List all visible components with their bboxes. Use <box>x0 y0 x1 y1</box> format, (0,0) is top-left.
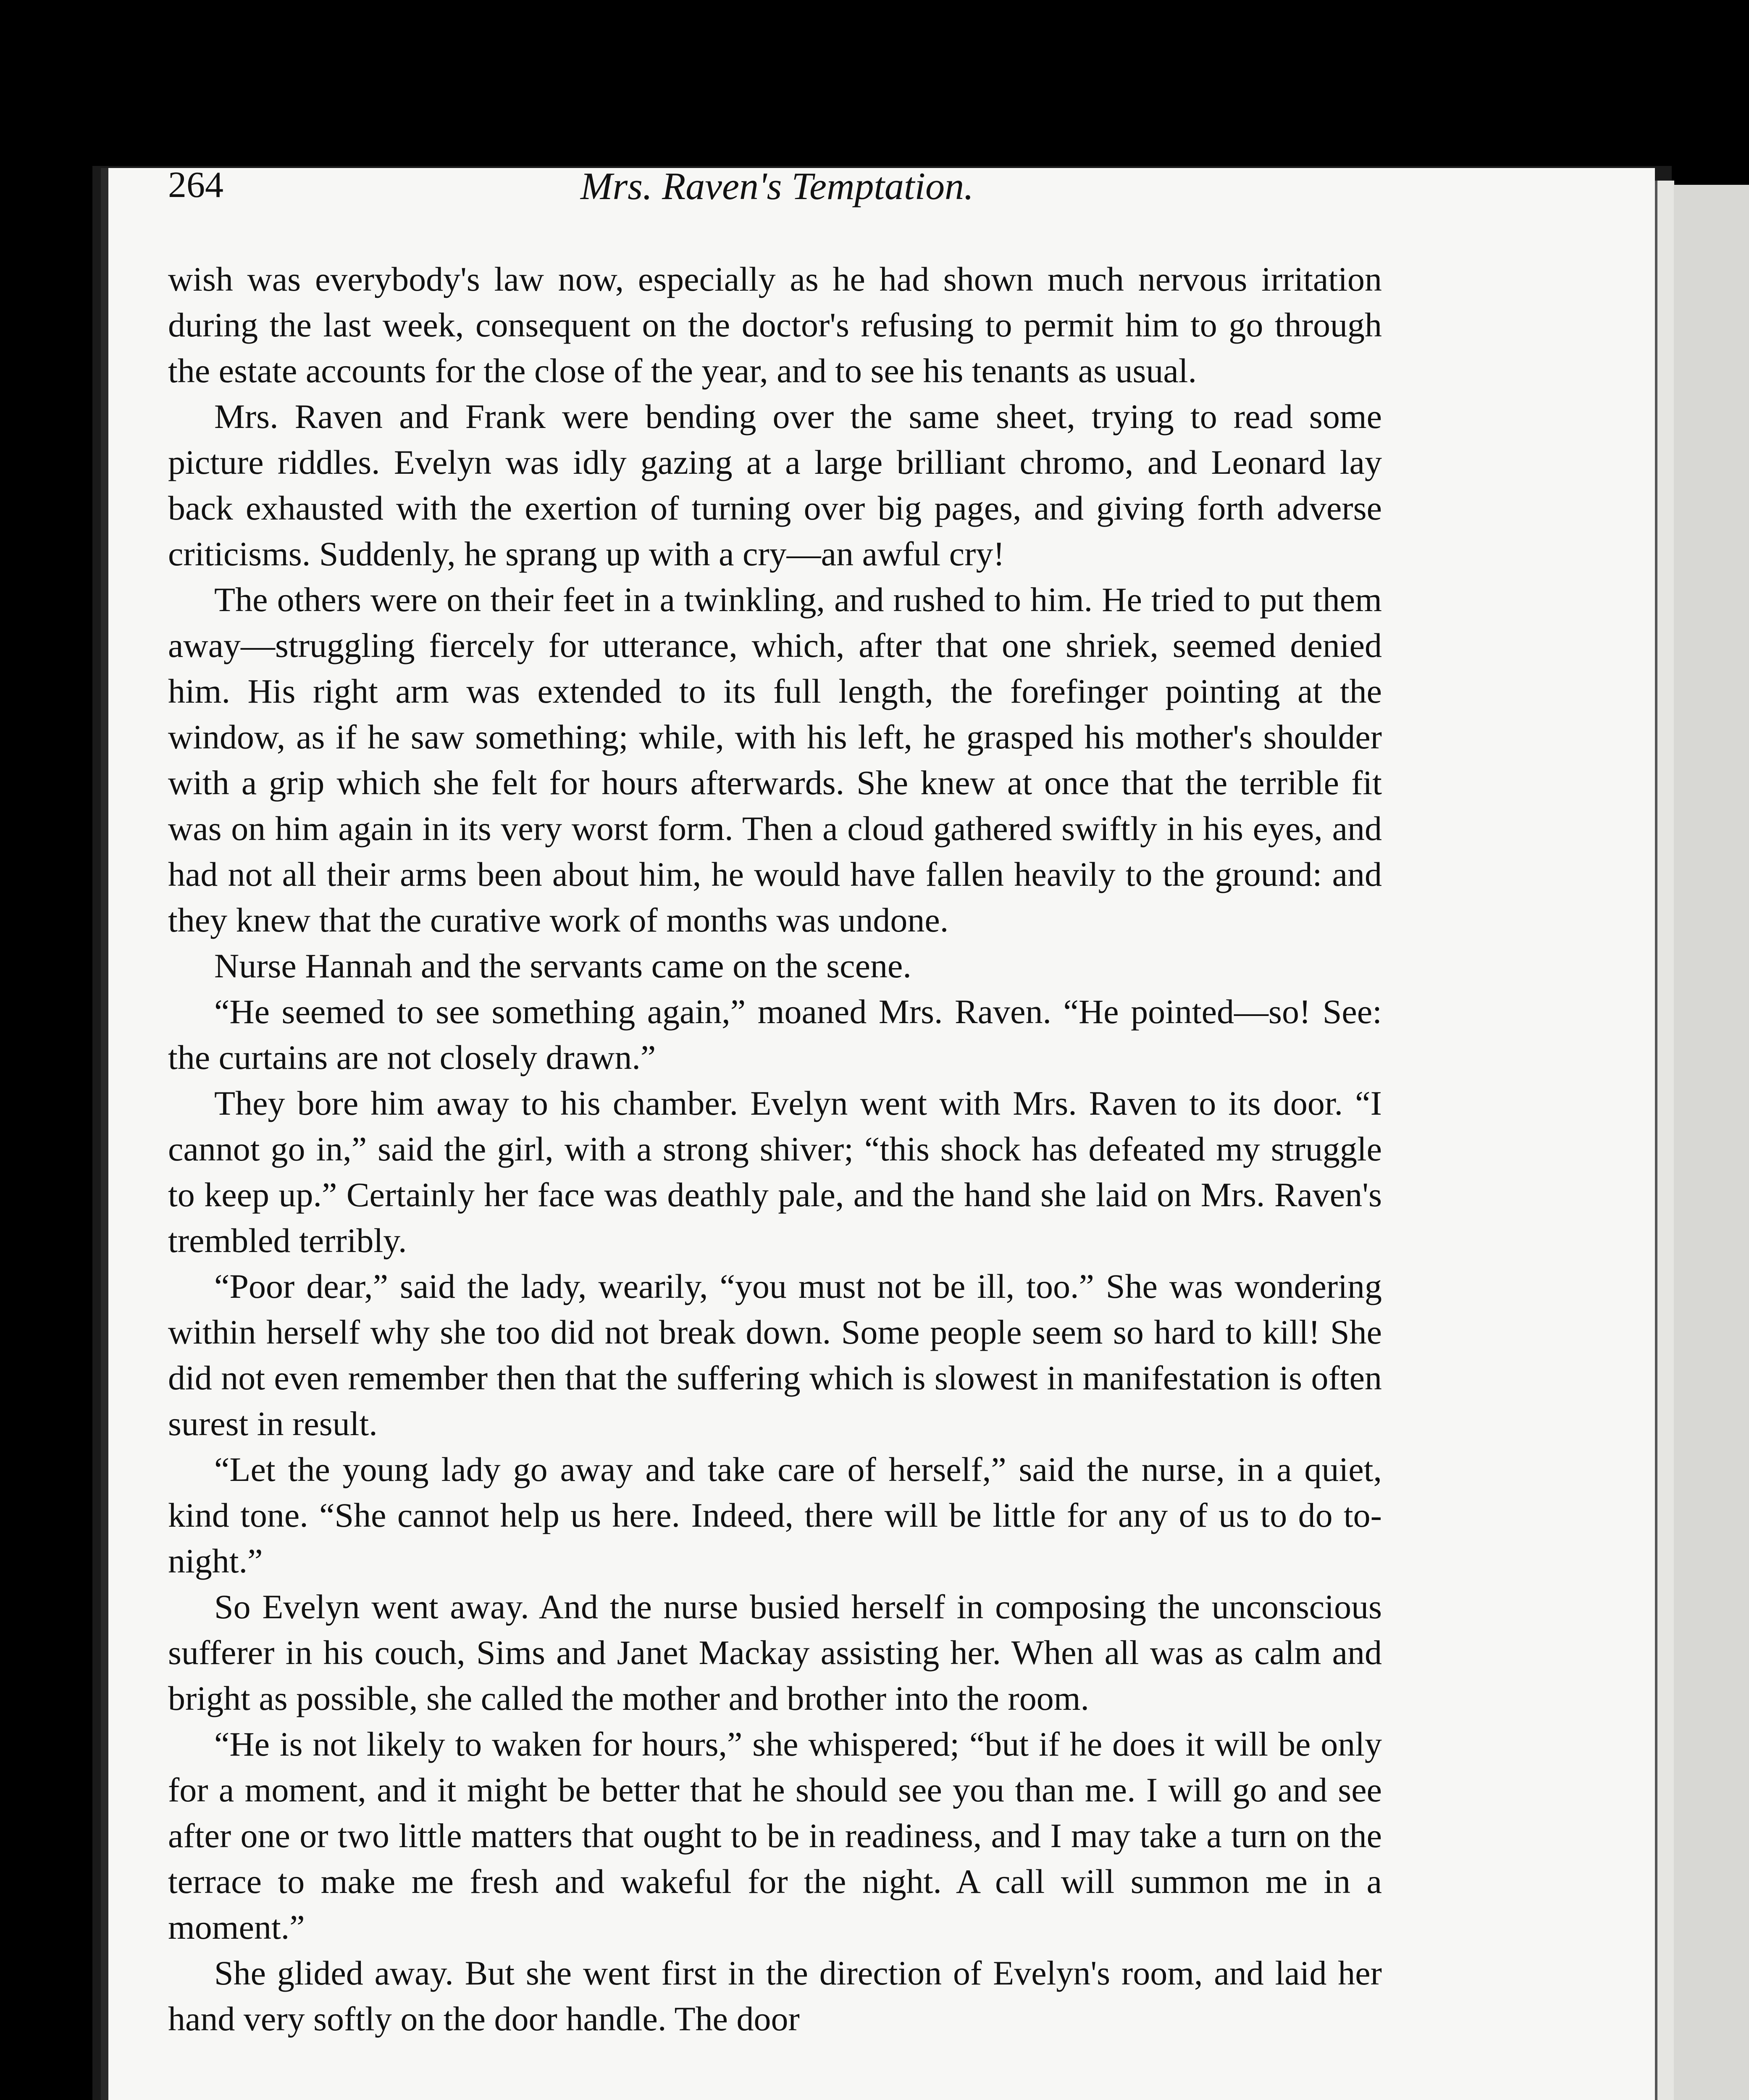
paragraph: Mrs. Raven and Frank were bending over the same sheet, trying to read some picture riddles. Evelyn was idly gazing at a large brilliant chromo, and Leonard lay back exhausted with the exertion of turning over big pages, and giving forth adverse criticisms. Suddenly, he sprang up with a cry—an awful cry! <box>168 397 1382 573</box>
paragraph: Nurse Hannah and the servants came on the scene. <box>214 947 911 985</box>
paragraph: wish was everybody's law now, especially as he had shown much nervous irritation during the last week, consequent on the doctor's refusing to permit him to go through the estate accounts for the close of the year, and to see his tenants as usual. <box>168 260 1382 390</box>
paragraph: “He is not likely to waken for hours,” she whispered; “but if he does it will be only for a moment, and it might be better that he should see you than me. I will go and see after one or two little matters that ought to be in readiness, and I may take a turn on the terrace to make me fresh and wakeful for the night. A call will summon me in a moment.” <box>168 1725 1382 1946</box>
running-title: Mrs. Raven's Temptation. <box>580 165 974 207</box>
paragraph: “Poor dear,” said the lady, wearily, “you must not be ill, too.” She was wondering within herself why she too did not break down. Some people seem so hard to kill! She did not even remember then that the suffering which is slowest in manifestation is often surest in result. <box>168 1267 1382 1443</box>
running-header <box>168 164 1386 223</box>
paragraph: So Evelyn went away. And the nurse busied herself in composing the unconscious sufferer in his couch, Sims and Janet Mackay assisting her. When all was as calm and bright as possible, she called the mother and brother into the room. <box>168 1588 1382 1717</box>
paragraph: “Let the young lady go away and take care of herself,” said the nurse, in a quiet, kind tone. “She cannot help us here. Indeed, there will be little for any of us to do to-night.” <box>168 1450 1382 1580</box>
body-text <box>168 256 1382 2042</box>
page-edge <box>1655 181 1674 2100</box>
paragraph: She glided away. But she went first in the direction of Evelyn's room, and laid her hand very softly on the door handle. The door <box>168 1954 1382 2038</box>
page-number: 264 <box>168 165 223 205</box>
facing-page-edge <box>1674 185 1749 2100</box>
paragraph: The others were on their feet in a twinkling, and rushed to him. He tried to put them away—struggling fiercely for utterance, which, after that one shriek, seemed denied him. His right arm was extended to its full length, the forefinger pointing at the window, as if he saw something; while, with his left, he grasped his mother's shoulder with a grip which she felt for hours afterwards. She knew at once that the terrible fit was on him again in its very worst form. Then a cloud gathered swiftly in his eyes, and had not all their arms been about him, he would have fallen heavily to the ground: and they knew that the curative work of months was undone. <box>168 580 1382 939</box>
paragraph: “He seemed to see something again,” moaned Mrs. Raven. “He pointed—so! See: the curtains are not closely drawn.” <box>168 992 1382 1076</box>
paragraph: They bore him away to his chamber. Evelyn went with Mrs. Raven to its door. “I cannot go in,” said the girl, with a strong shiver; “this shock has defeated my struggle to keep up.” Certainly her face was deathly pale, and the hand she laid on Mrs. Raven's trembled terribly. <box>168 1084 1382 1260</box>
